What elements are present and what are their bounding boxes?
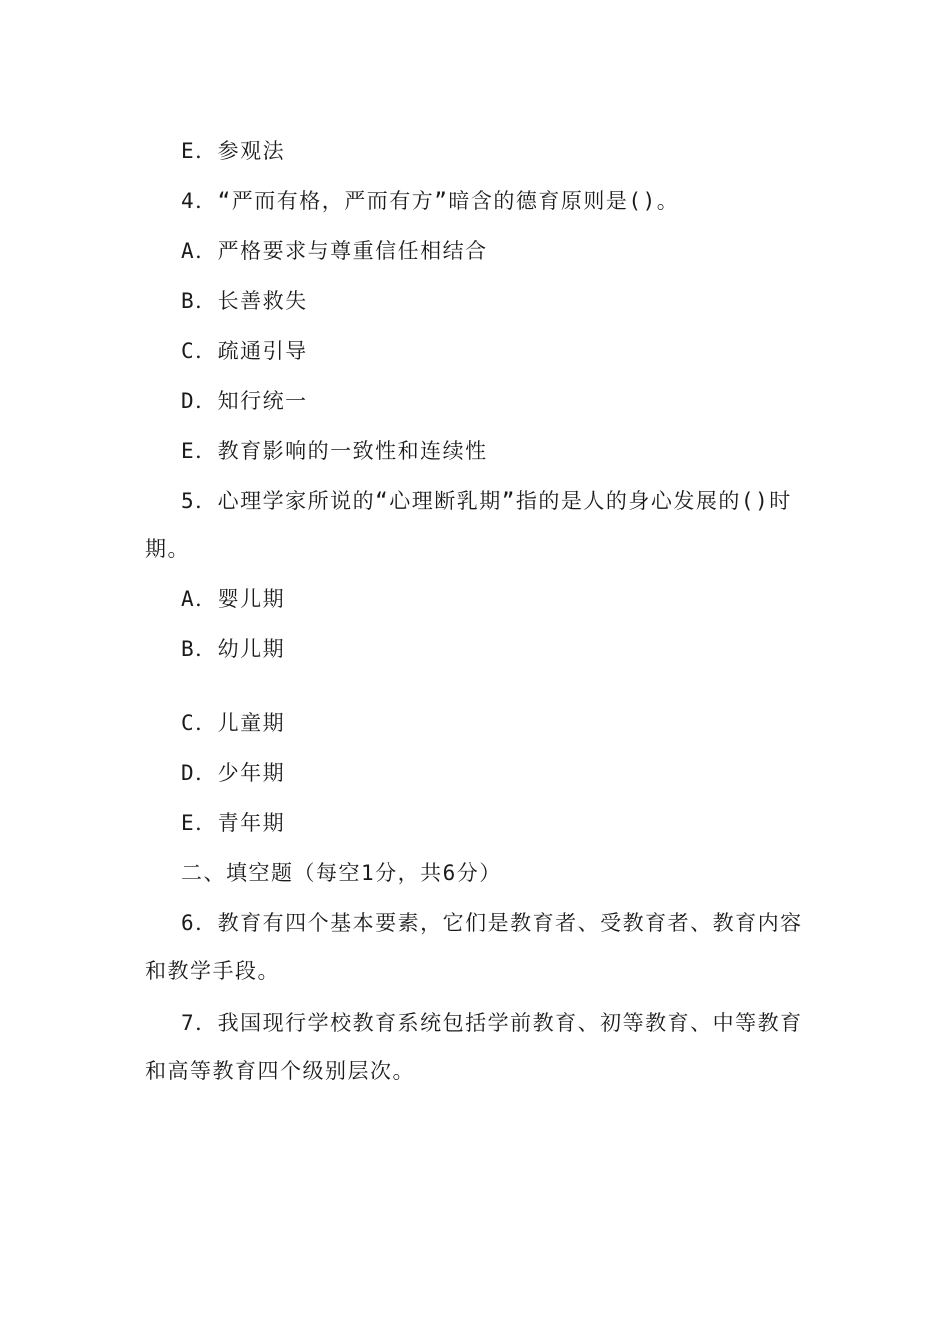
question-7: 7．我国现行学校教育系统包括学前教育、初等教育、中等教育 [181,1011,803,1035]
option-e-q3: E．参观法 [181,139,286,163]
option-e-q5: E．青年期 [181,811,286,835]
option-a-q4: A．严格要求与尊重信任相结合 [181,239,488,263]
question-7-continued: 和高等教育四个级别层次。 [145,1059,415,1083]
option-e-q4: E．教育影响的一致性和连续性 [181,439,488,463]
option-c-q5: C．儿童期 [181,711,286,735]
question-6: 6．教育有四个基本要素，它们是教育者、受教育者、教育内容 [181,911,803,935]
question-5: 5．心理学家所说的“心理断乳期”指的是人的身心发展的()时 [181,489,792,513]
option-a-q5: A．婴儿期 [181,587,286,611]
question-4: 4．“严而有格，严而有方”暗含的德育原则是()。 [181,189,680,213]
option-c-q4: C．疏通引导 [181,339,308,363]
option-d-q4: D．知行统一 [181,389,308,413]
section-heading-fill-blank: 二、填空题（每空1分，共6分） [181,861,502,885]
option-b-q4: B．长善救失 [181,289,308,313]
question-5-continued: 期。 [145,537,190,561]
option-d-q5: D．少年期 [181,761,286,785]
option-b-q5: B．幼儿期 [181,637,286,661]
question-6-continued: 和教学手段。 [145,959,280,983]
